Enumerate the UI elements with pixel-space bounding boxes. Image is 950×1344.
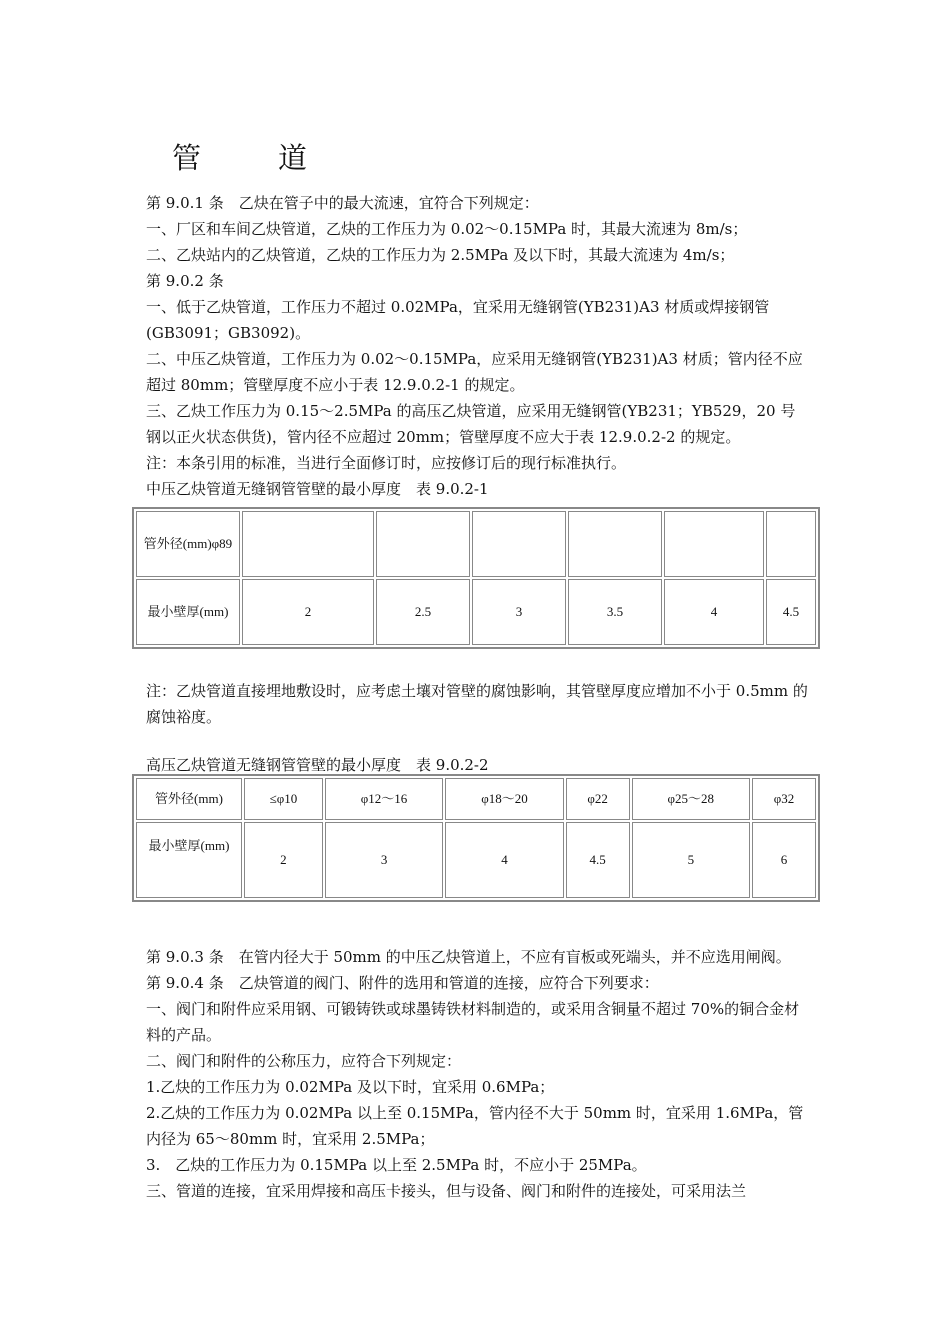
table-cell: 3 [472, 579, 566, 645]
table-cell: ≤φ10 [244, 778, 323, 820]
table-cell [568, 511, 662, 577]
paragraph: 第 9.0.3 条 在管内径大于 50mm 的中压乙炔管道上，不应有盲板或死端头，并不应选用闸阀。 [146, 948, 791, 966]
paragraph: 第 9.0.4 条 乙炔管道的阀门、附件的选用和管道的连接，应符合下列要求： [146, 974, 659, 992]
paragraph: 一、厂区和车间乙炔管道，乙炔的工作压力为 0.02～0.15MPa 时，其最大流速为 8m/s； [146, 220, 748, 238]
table-cell [242, 511, 374, 577]
paragraph: 一、阀门和附件应采用钢、可锻铸铁或球墨铸铁材料制造的，或采用含铜量不超过 70%的铜合金材料的产品。 [146, 1000, 800, 1044]
table-cell: 2 [244, 822, 323, 898]
table-cell: φ18～20 [445, 778, 563, 820]
table-cell: 6 [752, 822, 816, 898]
table-row [136, 511, 816, 577]
table-cell: φ32 [752, 778, 816, 820]
table-cell: φ12～16 [325, 778, 443, 820]
table-cell: 2 [242, 579, 374, 645]
paragraph: 二、阀门和附件的公称压力，应符合下列规定： [146, 1052, 462, 1070]
table-cell: 5 [632, 822, 750, 898]
paragraph: 一、低于乙炔管道，工作压力不超过 0.02MPa，宜采用无缝钢管(YB231)A3 材质或焊接钢管(GB3091；GB3092)。 [146, 298, 770, 342]
paragraph: 1.乙炔的工作压力为 0.02MPa 及以下时，宜采用 0.6MPa； [146, 1078, 555, 1096]
table-cell: 3.5 [568, 579, 662, 645]
table-cell: 4.5 [566, 822, 630, 898]
note-corrosion [146, 678, 810, 730]
paragraph: 3. 乙炔的工作压力为 0.15MPa 以上至 2.5MPa 时，不应小于 25MPa。 [146, 1156, 647, 1174]
table-cell [376, 511, 470, 577]
paragraph: 2.乙炔的工作压力为 0.02MPa 以上至 0.15MPa，管内径不大于 50mm 时，宜采用 1.6MPa，管内径为 65～80mm 时，宜采用 2.5MPa； [146, 1104, 804, 1148]
table-cell: φ25～28 [632, 778, 750, 820]
paragraph: 三、管道的连接，宜采用焊接和高压卡接头，但与设备、阀门和附件的连接处，可采用法兰 [146, 1182, 747, 1200]
medium-pressure-thickness-table [132, 507, 820, 649]
table-cell [664, 511, 764, 577]
table-row [136, 822, 816, 898]
table-header-cell: 管外径(mm)φ89 [136, 511, 240, 577]
paragraph: 注：本条引用的标准，当进行全面修订时，应按修订后的现行标准执行。 [146, 454, 627, 472]
paragraph: 注：乙炔管道直接埋地敷设时，应考虑土壤对管壁的腐蚀影响，其管壁厚度应增加不小于 0.5mm 的腐蚀裕度。 [146, 682, 808, 726]
table-cell: 4 [445, 822, 563, 898]
table-header-cell: 管外径(mm) [136, 778, 242, 820]
paragraph: 三、乙炔工作压力为 0.15～2.5MPa 的高压乙炔管道，应采用无缝钢管(YB231；YB529，20 号钢以正火状态供货)，管内径不应超过 20mm；管壁厚度不应大于表 12.9.0.2-2 的规定。 [146, 402, 796, 446]
paragraph: 二、中压乙炔管道，工作压力为 0.02～0.15MPa，应采用无缝钢管(YB231)A3 材质；管内径不应超过 80mm；管壁厚度不应小于表 12.9.0.2-1 的规定。 [146, 350, 803, 394]
table-cell: 4 [664, 579, 764, 645]
table-caption: 高压乙炔管道无缝钢管管壁的最小厚度 表 9.0.2-2 [146, 756, 489, 774]
paragraph: 第 9.0.1 条 乙炔在管子中的最大流速，宜符合下列规定： [146, 194, 539, 212]
table-cell [472, 511, 566, 577]
table-cell: φ22 [566, 778, 630, 820]
table-cell: 2.5 [376, 579, 470, 645]
table-row [136, 778, 816, 820]
table-header-cell: 最小壁厚(mm) [136, 579, 240, 645]
table-cell [766, 511, 816, 577]
table-cell: 4.5 [766, 579, 816, 645]
table-row [136, 579, 816, 645]
table-cell: 3 [325, 822, 443, 898]
section-9-0-3-9-0-4 [146, 944, 810, 1204]
high-pressure-thickness-table [132, 774, 820, 902]
page-title: 管 道 [172, 141, 332, 175]
paragraph: 第 9.0.2 条 [146, 272, 224, 290]
table-caption: 中压乙炔管道无缝钢管管壁的最小厚度 表 9.0.2-1 [146, 480, 489, 498]
section-9-0-1-9-0-2 [146, 190, 810, 502]
table-header-cell: 最小壁厚(mm) [136, 822, 242, 898]
paragraph: 二、乙炔站内的乙炔管道，乙炔的工作压力为 2.5MPa 及以下时，其最大流速为 4m/s； [146, 246, 735, 264]
